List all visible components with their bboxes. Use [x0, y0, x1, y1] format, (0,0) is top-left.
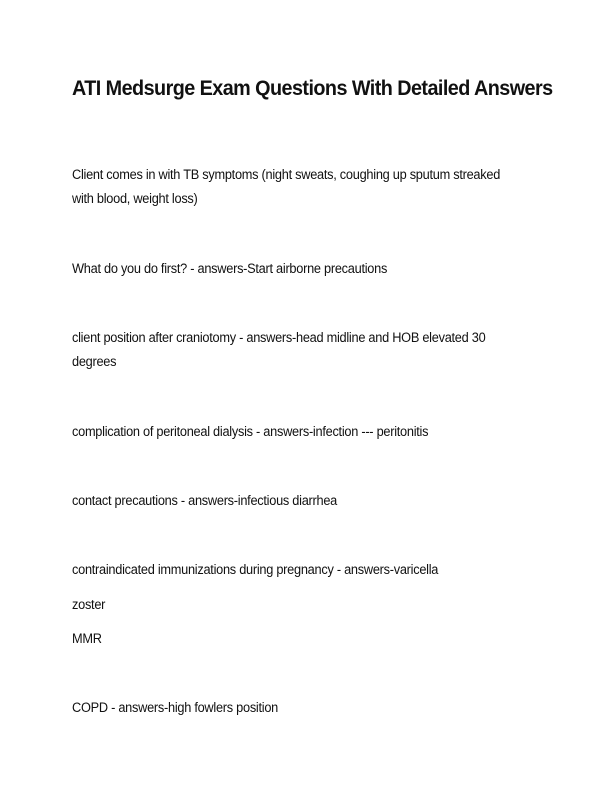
- paragraph-zoster: zoster: [72, 597, 106, 613]
- paragraph-immunizations: contraindicated immunizations during pregnancy - answers-varicella: [72, 562, 439, 578]
- paragraph-copd: COPD - answers-high fowlers position: [72, 700, 279, 716]
- paragraph-peritoneal-dialysis: complication of peritoneal dialysis - answers-infection --- peritonitis: [72, 424, 429, 440]
- paragraph-mmr: MMR: [72, 631, 102, 647]
- paragraph-craniotomy: client position after craniotomy - answers-head midline and HOB elevated 30 degrees: [72, 330, 486, 370]
- paragraph-first-action: What do you do first? - answers-Start airborne precautions: [72, 261, 388, 277]
- paragraph-contact-precautions: contact precautions - answers-infectious diarrhea: [72, 493, 337, 509]
- paragraph-tb-symptoms: Client comes in with TB symptoms (night sweats, coughing up sputum streaked with blood, weight loss): [72, 167, 501, 207]
- document-title: ATI Medsurge Exam Questions With Detailed Answers: [72, 76, 553, 100]
